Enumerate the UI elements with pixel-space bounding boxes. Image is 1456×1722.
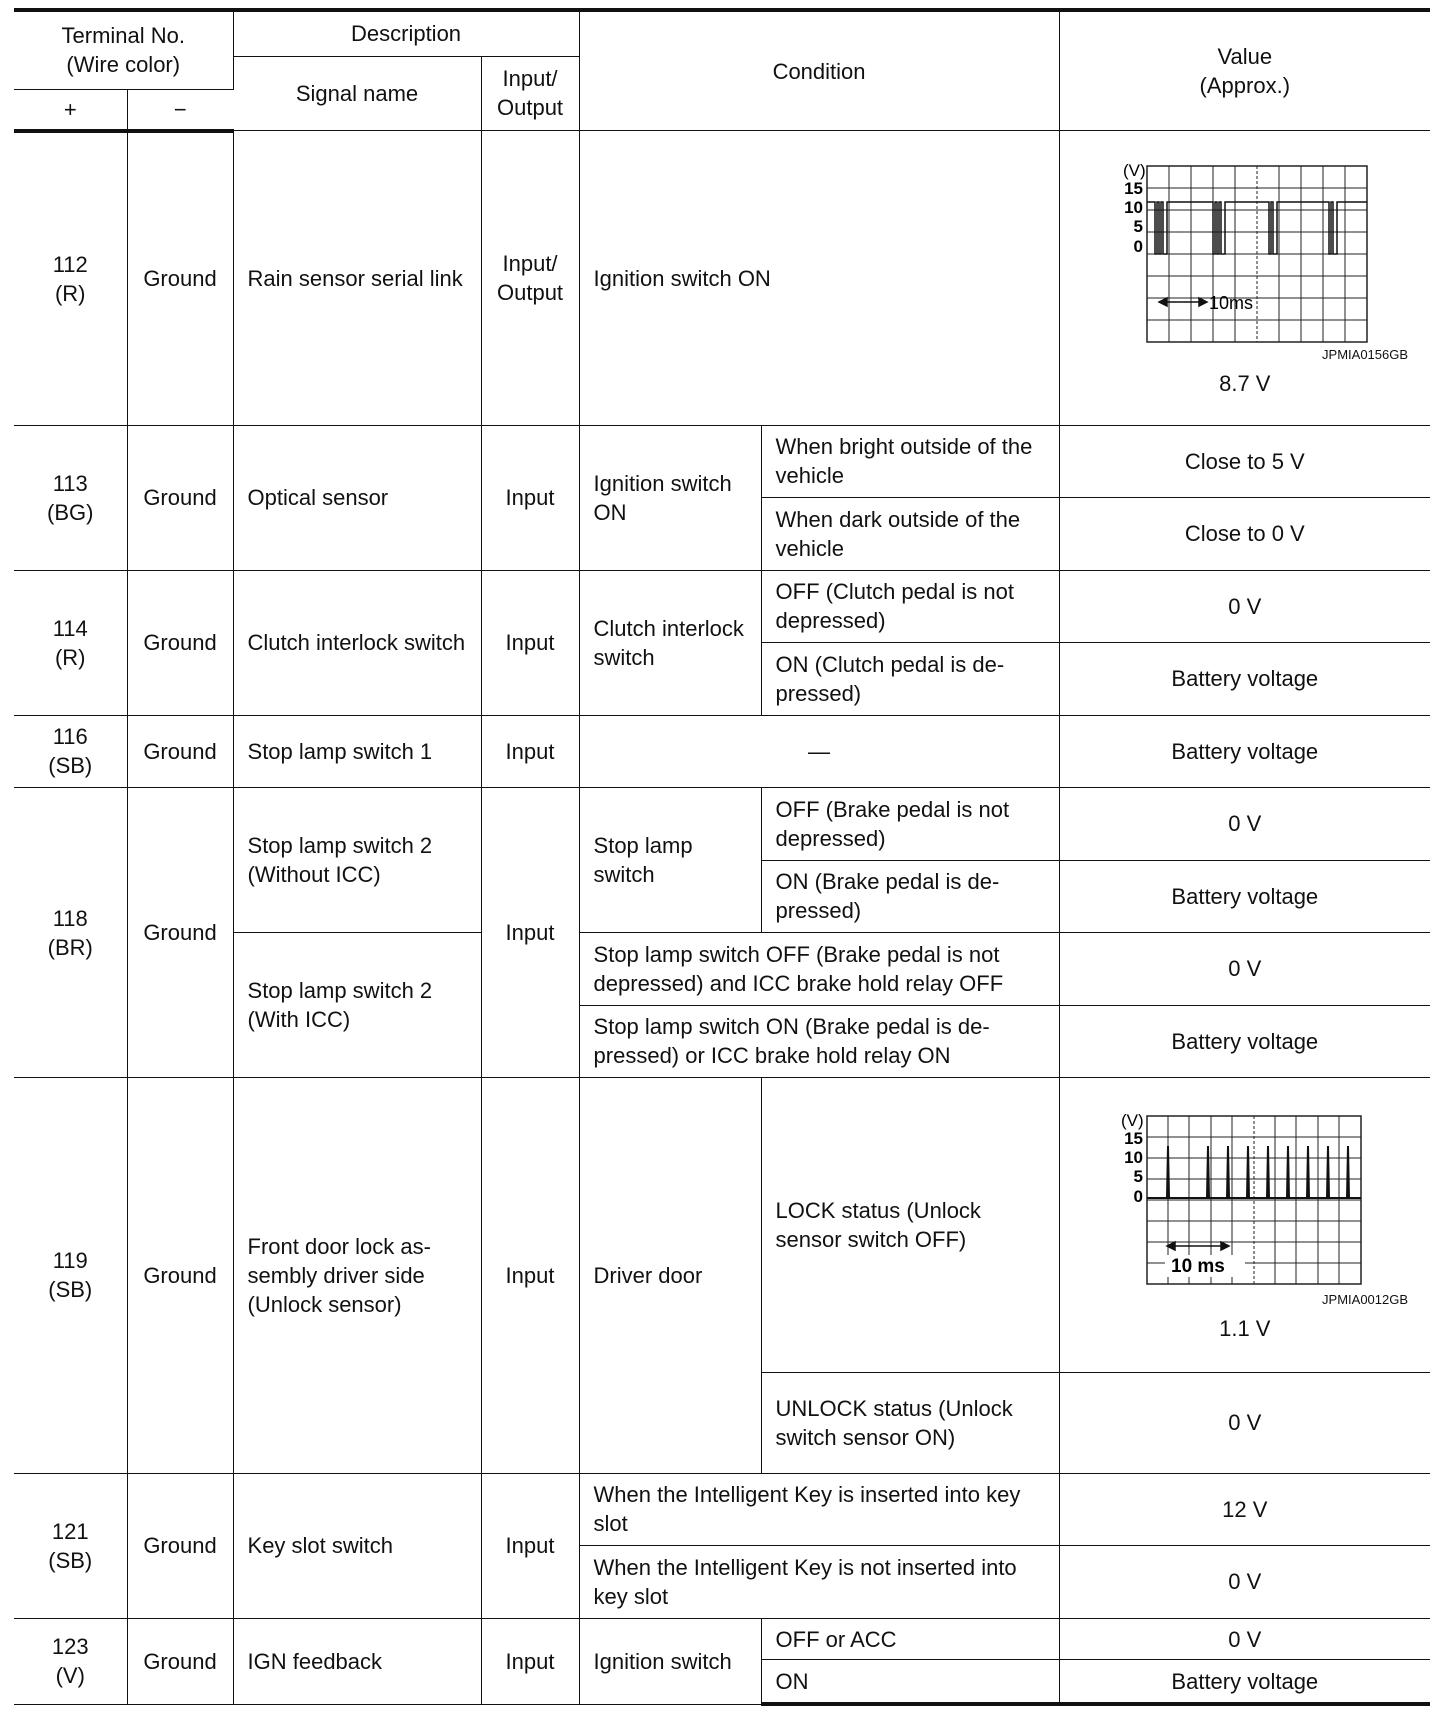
io-cell: Input bbox=[481, 788, 579, 1078]
ground-cell: Ground bbox=[127, 570, 233, 715]
io-cell: Input bbox=[481, 1473, 579, 1618]
condition-cell: Stop lamp switch OFF (Brake pedal is not depressed) and ICC brake hold relay OFF bbox=[579, 933, 1059, 1006]
condition-cell: ON (Clutch pedal is de-pressed) bbox=[761, 643, 1059, 716]
value-cell: 0 V bbox=[1059, 1546, 1430, 1619]
io-cell: Input/ Output bbox=[481, 131, 579, 425]
header-minus: − bbox=[127, 89, 233, 131]
condition-main-cell: Clutch interlock switch bbox=[579, 570, 761, 715]
ground-cell: Ground bbox=[127, 1078, 233, 1473]
scope-tick-label: 15 bbox=[1123, 1129, 1143, 1149]
ground-cell: Ground bbox=[127, 715, 233, 788]
value-cell: Battery voltage bbox=[1059, 1660, 1430, 1704]
signal-name-cell: Rain sensor serial link bbox=[233, 131, 481, 425]
condition-cell: ON bbox=[761, 1660, 1059, 1704]
value-cell: Battery voltage bbox=[1059, 1005, 1430, 1078]
terminal-cell: 123 (V) bbox=[14, 1618, 127, 1704]
signal-name-cell: Clutch interlock switch bbox=[233, 570, 481, 715]
figure-id: JPMIA0012GB bbox=[1322, 1292, 1409, 1308]
scope-unit-label: (V) bbox=[1122, 162, 1146, 181]
header-signal-name: Signal name bbox=[233, 56, 481, 131]
table-row bbox=[14, 1618, 1430, 1660]
condition-cell: OFF (Clutch pedal is not depressed) bbox=[761, 570, 1059, 643]
terminal-cell: 118 (BR) bbox=[14, 788, 127, 1078]
header-condition: Condition bbox=[579, 10, 1059, 131]
condition-cell: UNLOCK status (Unlock switch sensor ON) bbox=[761, 1372, 1059, 1473]
table-row bbox=[14, 131, 1430, 425]
terminal-cell: 116 (SB) bbox=[14, 715, 127, 788]
value-cell bbox=[1059, 131, 1430, 425]
scope-tick-label: 10 bbox=[1123, 198, 1143, 218]
table-row bbox=[14, 425, 1430, 498]
value-cell: Battery voltage bbox=[1059, 715, 1430, 788]
value-cell: Battery voltage bbox=[1059, 643, 1430, 716]
ground-cell: Ground bbox=[127, 788, 233, 1078]
value-text: 1.1 V bbox=[1219, 1316, 1271, 1342]
header-input-output: Input/ Output bbox=[481, 56, 579, 131]
header-plus: + bbox=[14, 89, 127, 131]
value-cell: 12 V bbox=[1059, 1473, 1430, 1546]
oscilloscope-waveform-112 bbox=[1095, 162, 1395, 347]
terminal-cell: 119 (SB) bbox=[14, 1078, 127, 1473]
terminal-cell: 114 (R) bbox=[14, 570, 127, 715]
value-text: 8.7 V bbox=[1219, 371, 1271, 397]
condition-cell: LOCK status (Unlock sensor switch OFF) bbox=[761, 1078, 1059, 1372]
signal-name-cell: Stop lamp switch 2 (Without ICC) bbox=[233, 788, 481, 933]
time-arrow bbox=[1159, 298, 1207, 306]
value-cell: 0 V bbox=[1059, 788, 1430, 861]
header-terminal-no: Terminal No. (Wire color) bbox=[14, 10, 233, 89]
terminal-cell: 113 (BG) bbox=[14, 425, 127, 570]
condition-main-cell: Ignition switch bbox=[579, 1618, 761, 1704]
value-cell: 0 V bbox=[1059, 933, 1430, 1006]
table-row bbox=[14, 1078, 1430, 1372]
scope-unit-label: (V) bbox=[1120, 1111, 1144, 1131]
condition-cell: OFF or ACC bbox=[761, 1618, 1059, 1660]
signal-name-cell: IGN feedback bbox=[233, 1618, 481, 1704]
value-cell: 0 V bbox=[1059, 570, 1430, 643]
condition-cell: Ignition switch ON bbox=[579, 131, 1059, 425]
condition-cell: When the Intelligent Key is not inserted into key slot bbox=[579, 1546, 1059, 1619]
table-row bbox=[14, 570, 1430, 643]
value-cell: 0 V bbox=[1059, 1372, 1430, 1473]
signal-name-cell: Front door lock as-sembly driver side (Unlock sensor) bbox=[233, 1078, 481, 1473]
condition-cell: — bbox=[579, 715, 1059, 788]
scope-time-label: 10ms bbox=[1208, 293, 1253, 314]
scope-tick-label: 5 bbox=[1133, 1167, 1143, 1187]
signal-name-cell: Stop lamp switch 1 bbox=[233, 715, 481, 788]
io-cell: Input bbox=[481, 715, 579, 788]
signal-name-cell: Stop lamp switch 2 (With ICC) bbox=[233, 933, 481, 1078]
value-cell: Close to 5 V bbox=[1059, 425, 1430, 498]
io-cell: Input bbox=[481, 425, 579, 570]
ground-cell: Ground bbox=[127, 425, 233, 570]
condition-main-cell: Ignition switch ON bbox=[579, 425, 761, 570]
terminal-cell: 121 (SB) bbox=[14, 1473, 127, 1618]
io-cell: Input bbox=[481, 1618, 579, 1704]
io-cell: Input bbox=[481, 570, 579, 715]
scope-tick-label: 15 bbox=[1123, 179, 1143, 199]
value-cell: Battery voltage bbox=[1059, 860, 1430, 933]
value-cell: Close to 0 V bbox=[1059, 498, 1430, 571]
time-arrow bbox=[1167, 1242, 1229, 1250]
io-cell: Input bbox=[481, 1078, 579, 1473]
condition-cell: ON (Brake pedal is de-pressed) bbox=[761, 860, 1059, 933]
terminal-table bbox=[14, 8, 1430, 1706]
scope-tick-label: 0 bbox=[1133, 1187, 1143, 1207]
table-row bbox=[14, 1473, 1430, 1546]
condition-cell: When bright outside of the vehicle bbox=[761, 425, 1059, 498]
scope-tick-label: 10 bbox=[1123, 1148, 1143, 1168]
table-row bbox=[14, 715, 1430, 788]
figure-id: JPMIA0156GB bbox=[1322, 347, 1409, 363]
terminal-cell: 112 (R) bbox=[14, 131, 127, 425]
scope-tick-label: 0 bbox=[1133, 237, 1143, 257]
signal-name-cell: Optical sensor bbox=[233, 425, 481, 570]
signal-name-cell: Key slot switch bbox=[233, 1473, 481, 1618]
condition-cell: Stop lamp switch ON (Brake pedal is de-pressed) or ICC brake hold relay ON bbox=[579, 1005, 1059, 1078]
condition-cell: When dark outside of the vehicle bbox=[761, 498, 1059, 571]
table-row bbox=[14, 788, 1430, 861]
condition-cell: When the Intelligent Key is inserted into key slot bbox=[579, 1473, 1059, 1546]
header-value: Value (Approx.) bbox=[1059, 10, 1430, 131]
ground-cell: Ground bbox=[127, 1473, 233, 1618]
ground-cell: Ground bbox=[127, 131, 233, 425]
value-cell bbox=[1059, 1078, 1430, 1372]
ground-cell: Ground bbox=[127, 1618, 233, 1704]
condition-main-cell: Driver door bbox=[579, 1078, 761, 1473]
oscilloscope-waveform-119 bbox=[1095, 1110, 1395, 1292]
scope-time-label: 10 ms bbox=[1170, 1256, 1225, 1278]
header-description: Description bbox=[233, 10, 579, 56]
scope-tick-label: 5 bbox=[1133, 217, 1143, 237]
value-cell: 0 V bbox=[1059, 1618, 1430, 1660]
condition-cell: OFF (Brake pedal is not depressed) bbox=[761, 788, 1059, 861]
condition-main-cell: Stop lamp switch bbox=[579, 788, 761, 933]
